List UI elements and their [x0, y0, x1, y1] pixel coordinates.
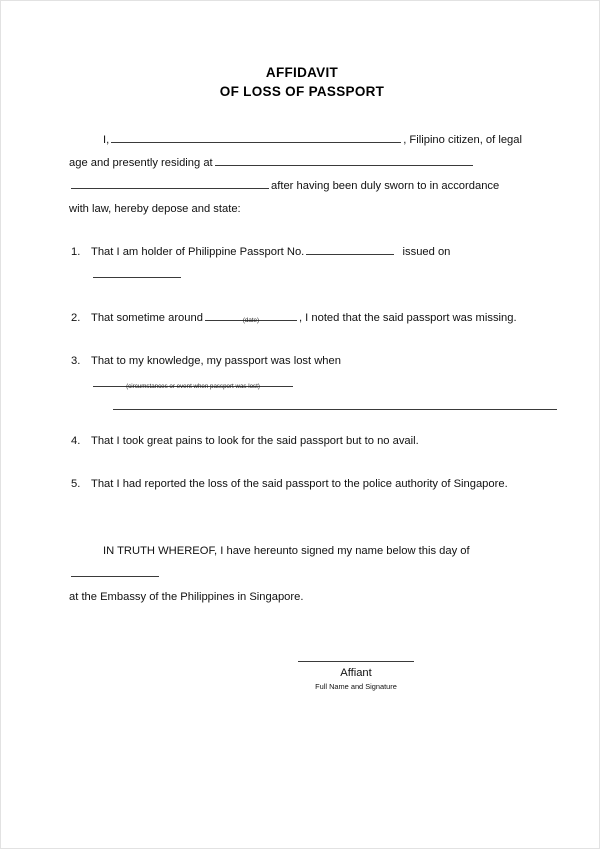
circumstances-blank-group — [91, 373, 295, 396]
preamble-text-4: after having been duly sworn to in accordance — [271, 180, 500, 192]
preamble-text-3: age and presently residing at — [69, 157, 213, 169]
list-item-5-text: That I had reported the loss of the said passport to the police authority of Singapore. — [91, 478, 508, 490]
list-item-2-text-after: , I noted that the said passport was missing. — [298, 312, 517, 324]
date-blank-group — [203, 307, 299, 330]
affiant-label: Affiant — [340, 667, 372, 679]
list-item-3 — [69, 350, 535, 410]
signature-line[interactable] — [298, 661, 414, 662]
list-item-1 — [69, 241, 535, 287]
passport-number-blank[interactable] — [306, 243, 394, 255]
closing-text-1: IN TRUTH WHEREOF, I have hereunto signed my name below this day of — [103, 545, 470, 557]
closing-paragraph — [69, 540, 535, 609]
date-caption: (date) — [242, 317, 260, 324]
list-item-5-number: 5. — [71, 478, 81, 490]
title-line-2: OF LOSS OF PASSPORT — [219, 84, 385, 99]
residence-address-blank-line2[interactable] — [71, 177, 269, 189]
list-item-2-number: 2. — [71, 312, 81, 324]
list-item-4-text: That I took great pains to look for the said passport but to no avail. — [91, 435, 419, 447]
preamble-text-1: I, — [103, 134, 110, 146]
list-item-2-text-before: That sometime around — [91, 312, 203, 324]
title-line-1: AFFIDAVIT — [265, 65, 339, 80]
residence-address-blank-line1[interactable] — [215, 154, 473, 166]
list-item-1-text-middle: issued on — [402, 246, 451, 258]
preamble-paragraph — [69, 129, 535, 221]
document-content — [69, 63, 535, 694]
passport-issue-date-blank[interactable] — [93, 266, 181, 278]
affiant-name-blank[interactable] — [111, 131, 401, 143]
list-item-5 — [69, 473, 535, 496]
list-item-3-number: 3. — [71, 355, 81, 367]
preamble-text-5: with law, hereby depose and state: — [69, 203, 241, 215]
circumstances-caption: (circumstances or event when passport was lost) — [126, 383, 260, 390]
list-item-2 — [69, 307, 535, 330]
document-title — [69, 63, 535, 101]
preamble-text-2: , Filipino citizen, of legal — [403, 134, 522, 146]
closing-text-2: at the Embassy of the Philippines in Singapore. — [69, 591, 304, 603]
signature-sublabel: Full Name and Signature — [315, 682, 397, 691]
list-item-1-text-before: That I am holder of Philippine Passport No. — [91, 246, 305, 258]
list-item-4 — [69, 430, 535, 453]
loss-circumstances-blank-line2[interactable] — [113, 409, 557, 410]
list-item-4-number: 4. — [71, 435, 81, 447]
list-item-3-text-before: That to my knowledge, my passport was lost when — [91, 355, 341, 367]
signature-block — [69, 661, 535, 694]
list-item-1-number: 1. — [71, 246, 81, 258]
signature-inner — [256, 661, 456, 693]
signing-day-blank[interactable] — [71, 565, 159, 577]
